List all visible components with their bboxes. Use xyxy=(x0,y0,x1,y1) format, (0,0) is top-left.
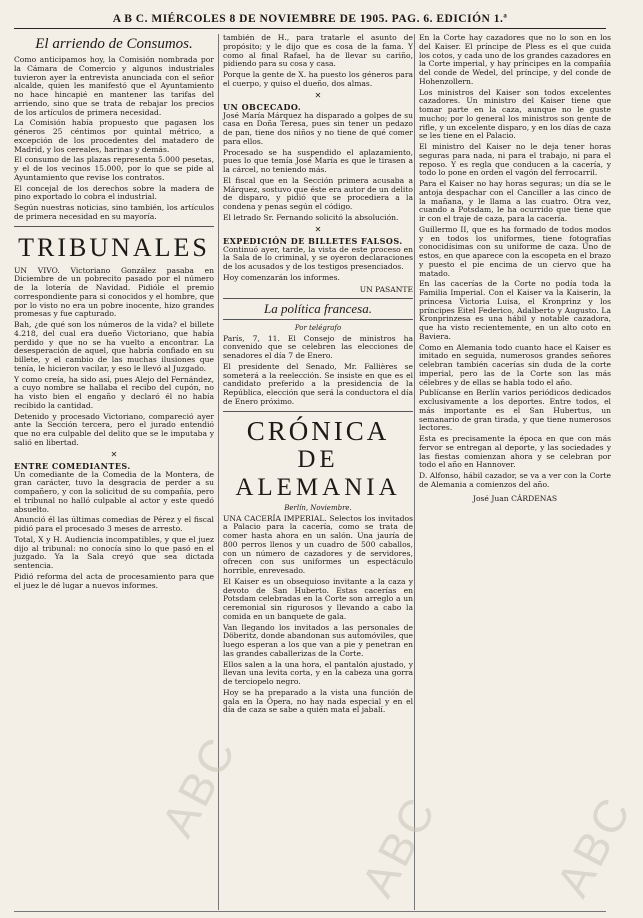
watermark: ABC xyxy=(350,786,447,905)
paragraph: El concejal de los derechos sobre la madera de pino exportado lo cobra el industrial. xyxy=(14,183,214,202)
page-header: A B C. MIÉRCOLES 8 DE NOVIEMBRE DE 1905. PAG. 6. EDICIÓN 1.ª xyxy=(14,10,606,29)
paragraph: Esta es precisamente la época en que con más fervor se entregan al deporte, y las sociedades y las fiestas comienzan ahora y se celebran por todo el año en Hannover. xyxy=(419,434,611,470)
signature: UN PASANTE xyxy=(359,284,413,294)
paragraph: UNA CACERÍA IMPERIAL. Selectos los invitados a Palacio para la cacería, como se trata de comer hasta ahora en un salón. Una jauría de 800 perros llenos y un cuadro de 500 caballos, con un número de cazadores y de servidores, ofrecen con sus uniformes un espectáculo horrible, enrevesado. xyxy=(223,513,413,575)
dateline: Por telégrafo xyxy=(294,323,342,332)
paragraph: Y como creía, ha sido así, pues Alejo del Fernández, a cuyo nombre se hallaba el recibo del cupón, no ha visto bien el engaño y declaró él no había recibido la cantidad. xyxy=(14,374,214,410)
paragraph: Guillermo II, que es ha formado de todos modos y en todos los uniformes, tiene fotografías conocidísimas con su uniforme de caza. Uno de estos, en que aparece con la escopeta en el brazo y puesto el pie encima de un ciervo que ha matado. xyxy=(419,224,611,278)
paragraph: Porque la gente de X. ha puesto los géneros para el cuerpo, y quiso el dueño, dos almas. xyxy=(223,70,413,88)
paragraph: Continuó ayer, tarde, la vista de este proceso en la Sala de lo criminal, y se oyeron declaraciones de los acusados y de los testigos presenciados. xyxy=(223,244,413,271)
section-title-tribunales: TRIBUNALES xyxy=(18,232,210,262)
paragraph: Como en Alemania todo cuanto hace el Kaiser es imitado en seguida, numerosos grandes señores celebran también cacerías sin duda de la corte imperial, pero las de la Corte son las más célebres y de ellas se habla todo el año. xyxy=(419,342,611,387)
paragraph: Según nuestras noticias, sino también, los artículos de primera necesidad en su mayoría. xyxy=(14,203,214,221)
signature: José Juan CÁRDENAS xyxy=(472,493,558,503)
paragraph: Detenido y procesado Victoriano, compareció ayer ante la Sección tercera, pero el jurado entendió que no era culpable del delito que se le imputaba y salió en libertad. xyxy=(14,411,214,447)
paragraph: El fiscal que en la Sección primera acusaba a Márquez, sostuvo que éste era autor de un delito de disparo, y pidió que se procediera a la condena y penas según el código. xyxy=(223,175,413,211)
paragraph: Como anticipamos hoy, la Comisión nombrada por la Cámara de Comercio y algunos industriales tuvieron ayer la entrevista anunciada con el señor alcalde, quien les manifestó que el Ayuntamiento no hace hincapié en mantener las tarifas del arriendo, sino que se trata de rebajar los precios de los artículos de primera necesidad. xyxy=(14,55,214,117)
article-title-consumos: El arriendo de Consumos. xyxy=(35,36,193,52)
ornament: ✕ xyxy=(314,90,322,100)
paragraph: El presidente del Senado, Mr. Fallières se someterá a la reelección. Se insiste en que es el candidato preferido a la presidencia de la República, elección que será la conductora el día de Enero próximo. xyxy=(223,361,413,406)
divider xyxy=(223,411,413,412)
paragraph: Hoy se ha preparado a la vista una función de gala en la Ópera, no hay nada especial y en el día de caza se sabe a quién mata el jabalí. xyxy=(223,687,413,715)
newspaper-page xyxy=(14,10,611,910)
paragraph: El Kaiser es un obsequioso invitante a la caza y devoto de San Huberto. Estas cacerías en Potsdam celebradas en la Corte son arreglo a un ceremonial sin rigurosos y llevando a cabo la comida en un banquete de gala. xyxy=(223,576,413,621)
paragraph: Van llegando los invitados a las personales de Döberitz, donde abandonan sus automóviles, que luego esperan a los que van a pie y penetran en las grandes caballerizas de la Corte. xyxy=(223,622,413,658)
paragraph: El letrado Sr. Fernando solicitó la absolución. xyxy=(223,212,399,222)
section-title-cronica: CRÓNICA xyxy=(246,415,390,446)
ornament: ✕ xyxy=(110,449,118,459)
paragraph: Los ministros del Kaiser son todos excelentes cazadores. Un ministro del Kaiser tiene que tomar parte en la caza, aunque no le guste mucho; por lo general los ministros son gente de rifle, y un excelente disparo, y en los días de caza se les tiene en el Palacio. xyxy=(419,87,611,141)
paragraph: Bah, ¿de qué son los números de la vida? el billete 4.218, del cual era dueño Victoriano, que había perdido y que no se ha vuelto a encontrar. La desesperación de aquel, que habría confiado en su billete, y el cambio de las muchas ilusiones que tenía, le hicieron vacilar, y eso le llevó al Juzgado. xyxy=(14,320,214,373)
paragraph: José María Márquez ha disparado a golpes de su casa en Doña Teresa, pues sin tener un pedazo de pan, tiene dos niños y no tiene de qué comer para ellos. xyxy=(223,110,413,146)
ornament: ✕ xyxy=(314,224,322,234)
paragraph: Hoy comenzarán los informes. xyxy=(223,272,340,282)
paragraph: Total, X y H. Audiencia incompatibles, y que el juez dijo al tribunal: no conocía sino lo que pasó en el juzgado. Ya la Sala creyó que sea dictada sentencia. xyxy=(14,534,214,570)
divider xyxy=(14,226,214,227)
paragraph: París, 7, 11. El Consejo de ministros ha convenido que se celebren las elecciones de senadores el día 7 de Enero. xyxy=(223,333,413,360)
paragraph: Anunció él las últimas comedias de Pérez y el fiscal pidió para el procesado 3 meses de arresto. xyxy=(14,515,214,533)
paragraph: Ellos salen a la una hora, el pantalón ajustado, y llevan una levita corta, y en la cabeza una gorra de terciopelo negro. xyxy=(223,659,413,686)
column-3 xyxy=(414,34,611,910)
paragraph: Pidió reforma del acta de procesamiento para que el juez le dé lugar a nuevos informes. xyxy=(14,571,214,590)
article-title-politica: La política francesa. xyxy=(223,298,413,320)
column-1 xyxy=(14,34,214,910)
footer-rule xyxy=(14,911,606,912)
watermark: ABC xyxy=(545,786,642,905)
subsection-head: UN OBCECADO. xyxy=(223,101,302,112)
paragraph: Publícanse en Berlín varios periódicos dedicados exclusivamente a los deportes. Entre todos, el más importante es el San Hubertus, un semanario de gran tirada, y que tiene numerosos lectores. xyxy=(419,388,611,433)
paragraph: D. Alfonso, hábil cazador, se va a ver con la Corte de Alemania a comienzos del año. xyxy=(419,471,611,489)
section-title-alemania: DE ALEMANIA xyxy=(235,445,401,501)
paragraph: Un comediante de la Comedia de la Montera, de gran carácter, tuvo la desgracia de perder a su compañero, y con la solicitud de su compañía, pero el tribunal no halló culpable al actor y este quedó absuelto. xyxy=(14,469,214,514)
watermark: ABC xyxy=(150,726,247,845)
paragraph: Para el Kaiser no hay horas seguras; un día se le antoja despachar con el Canciller a las cinco de la mañana, y le llama a las cuatro. Otra vez, cuando a Potsdam, le ha ocurrido que tiene que ir con el traje de caza, para la cacería. xyxy=(419,179,611,223)
paragraph: En las cacerías de la Corte no podía toda la Familia Imperial. Con el Kaiser va la Kaiserin, la princesa Victoria Luisa, el Kronprinz y los príncipes Eitel Federico, Adalberto y Augusto. La Kronprinzesa es una hábil y notable cazadora, que ha visto recientemente, en un alto coto en Baviera. xyxy=(419,279,611,341)
columns xyxy=(14,33,611,910)
paragraph: también de H., para tratarle el asunto de propósito; y le dijo que es cosa de la fama. Y como al final Rafael, ha de llevar su cariño, pidiendo para su cosa y casa. xyxy=(223,33,413,69)
paragraph: El consumo de las plazas representa 5.000 pesetas, y el de los vecinos 15.000, por lo que se pide al Ayuntamiento que revise los contratos. xyxy=(14,155,214,182)
subsection-head: EXPEDICIÓN DE BILLETES FALSOS. xyxy=(223,235,403,246)
paragraph: Procesado se ha suspendido el aplazamiento, pues lo que temía José María es que le tirasen a la cárcel, no teniendo más. xyxy=(223,147,413,174)
paragraph: La Comisión había propuesto que pagasen los géneros 25 céntimos por quintal métrico, a excepción de los procedentes del matadero de Madrid, y los cereales, harinas y demás. xyxy=(14,118,214,154)
column-2 xyxy=(218,34,413,910)
paragraph: UN VIVO. Victoriano González pasaba en Diciembre de un pobrecito pasado por el número de la lotería de Navidad. Pidióle el premio correspondiente para si conocidos y el hombre, que por lo visto no era un pobre inocente, hizo grandes promesas y fue capturado. xyxy=(14,265,214,319)
subsection-head: ENTRE COMEDIANTES. xyxy=(14,460,131,471)
dateline: Berlín, Noviembre. xyxy=(284,503,352,512)
paragraph: El ministro del Kaiser no le deja tener horas seguras para nada, ni para el trabajo, ni para el reposo. Y es regla que conducen a la cacería, y todo lo pone en orden el vagón del ferrocarril. xyxy=(419,142,611,178)
paragraph: En la Corte hay cazadores que no lo son en los del Kaiser. El príncipe de Pless es el que cuida los cotos, y cada uno de los grandes cazadores en la Corte imperial, y hay príncipes en la compañía del conde de Wedel, del príncipe, y del conde de Hohenzollern. xyxy=(419,33,611,86)
